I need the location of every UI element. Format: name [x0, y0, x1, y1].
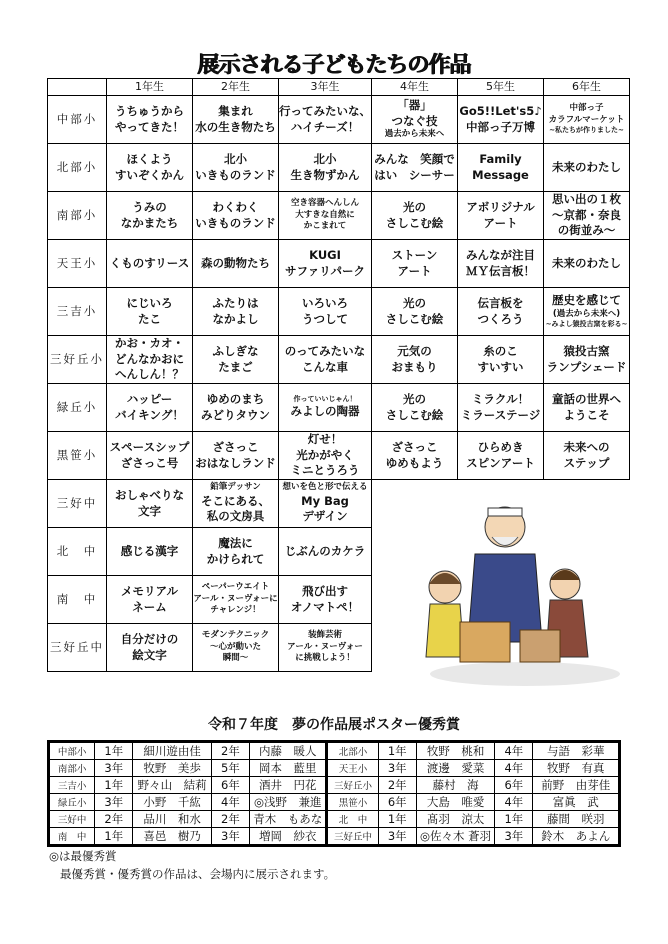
artwork-title-line: おしゃべりな	[115, 487, 184, 502]
grade-header-5: 5年生	[458, 79, 544, 96]
school-name: 三吉小	[48, 288, 107, 336]
artwork-title-cell	[279, 432, 372, 480]
award-grade: 3年	[378, 760, 416, 777]
artwork-title-cell	[279, 480, 372, 528]
artwork-title-line: いきものランド	[195, 167, 276, 182]
artwork-title-line: 森の動物たち	[201, 255, 270, 270]
artwork-title-line: スペースシップ	[109, 439, 190, 454]
artwork-title-cell	[193, 192, 279, 240]
artwork-title-cell	[107, 192, 193, 240]
table-row	[48, 192, 630, 240]
artwork-title-line: 過去から未来へ	[384, 129, 445, 140]
artwork-title-line: いろいろ	[302, 295, 348, 310]
table-row	[48, 336, 630, 384]
artwork-title-line: 絵文字	[132, 647, 167, 662]
artwork-title-line: アート	[397, 263, 432, 278]
award-student-name: 髙羽 涼太	[416, 811, 494, 828]
artwork-title-line: ゆめのまち	[206, 391, 265, 406]
award-student-name: 品川 和水	[133, 811, 211, 828]
artwork-title-cell	[107, 480, 193, 528]
award-row	[49, 760, 620, 777]
artwork-title-line: 集まれ	[218, 103, 253, 118]
artwork-title-cell	[279, 528, 372, 576]
artwork-title-line: みよしの陶器	[290, 404, 360, 419]
artwork-title-cell	[458, 432, 544, 480]
artwork-title-line: うつして	[302, 311, 348, 326]
artwork-title-cell	[193, 480, 279, 528]
artwork-title-line: ざさっこ	[212, 439, 259, 454]
artwork-title-line: つなぐ技	[391, 113, 438, 128]
corner-cell	[48, 79, 107, 96]
award-school: 天王小	[327, 760, 378, 777]
award-row	[49, 742, 620, 760]
award-student-name: 牧野 桃和	[416, 742, 494, 760]
award-student-name: ◎浅野 兼進	[250, 794, 327, 811]
page-title: 展示される子どもたちの作品	[197, 53, 471, 78]
award-student-name: 小野 千紘	[133, 794, 211, 811]
artwork-title-line: たまご	[218, 359, 253, 374]
artwork-title-cell	[193, 144, 279, 192]
artwork-title-line: Go5!!Let's5♪	[459, 103, 542, 118]
artwork-title-cell	[279, 96, 372, 144]
award-student-name: 富眞 武	[533, 794, 620, 811]
artwork-title-line: 光の	[403, 295, 426, 310]
award-grade: 3年	[495, 828, 533, 846]
artwork-title-line: バイキング！	[115, 407, 184, 422]
artwork-title-line: ふしぎな	[212, 343, 259, 358]
artwork-title-line: 灯せ！	[307, 432, 343, 447]
artwork-title-cell	[279, 192, 372, 240]
award-student-name: 野々山 結莉	[133, 777, 211, 794]
artwork-title-line: ほくよう	[126, 151, 173, 166]
artwork-title-line: 光の	[403, 391, 426, 406]
artwork-title-line: ステップ	[563, 455, 610, 470]
artwork-title-cell	[193, 624, 279, 672]
artwork-title-line: 中部っ子万博	[466, 119, 535, 134]
artwork-title-cell	[544, 432, 630, 480]
award-student-name: 鈴木 あよん	[533, 828, 620, 846]
artwork-title-line: 光の	[403, 199, 426, 214]
artwork-title-line: のってみたいな	[284, 343, 366, 358]
award-student-name: 藤村 海	[416, 777, 494, 794]
artwork-title-cell	[107, 96, 193, 144]
artwork-title-line: 空き容器へんしん	[290, 198, 359, 209]
artwork-title-line: 文字	[138, 503, 161, 518]
artwork-title-line: すいすい	[477, 359, 524, 374]
table-row	[48, 384, 630, 432]
artwork-title-cell	[107, 576, 193, 624]
artwork-title-line: 感じる漢字	[120, 543, 179, 558]
award-grade: 3年	[211, 828, 249, 846]
artwork-title-line: ネーム	[132, 599, 167, 614]
artwork-title-line: 元気の	[397, 343, 432, 358]
artwork-title-line: (過去から未来へ)	[552, 308, 621, 319]
artwork-title-line: 想いを色と形で伝える	[282, 482, 368, 493]
artwork-title-line: 猿投古窯	[563, 343, 610, 358]
artwork-title-cell	[279, 288, 372, 336]
award-student-name: 内藤 暖人	[250, 742, 327, 760]
artwork-title-line: ざさっこ号	[120, 455, 179, 470]
artwork-title-line: さしこむ絵	[385, 407, 444, 422]
artwork-title-line: ランプシェード	[546, 359, 627, 374]
artwork-title-line: 童話の世界へ	[552, 391, 621, 406]
award-student-name: 細川遊由佳	[133, 742, 211, 760]
artwork-title-line: にじいろ	[126, 295, 173, 310]
artwork-title-line: さしこむ絵	[385, 311, 444, 326]
award-school: 三好中	[49, 811, 95, 828]
grade-header-4: 4年生	[372, 79, 458, 96]
artwork-title-cell	[372, 240, 458, 288]
craftsman-children-illustration	[400, 492, 622, 688]
artwork-title-line: うちゅうから	[115, 103, 184, 118]
award-grade: 2年	[211, 742, 249, 760]
artwork-title-line: かこまれて	[303, 221, 347, 232]
artwork-title-cell	[193, 528, 279, 576]
award-grade: 4年	[495, 760, 533, 777]
school-name: 南 中	[48, 576, 107, 624]
artwork-title-line: 糸のこ	[483, 343, 518, 358]
award-student-name: 藤間 咲羽	[533, 811, 620, 828]
artwork-title-line: みんなが注目	[466, 247, 535, 262]
artwork-title-cell	[458, 288, 544, 336]
award-student-name: 牧野 美歩	[133, 760, 211, 777]
award-row	[49, 777, 620, 794]
award-school: 中部小	[49, 742, 95, 760]
artwork-title-cell	[372, 144, 458, 192]
artwork-title-cell	[458, 144, 544, 192]
award-legend: ◎は最優秀賞	[49, 849, 117, 863]
artwork-title-cell	[372, 384, 458, 432]
artwork-title-line: ミニとうろう	[290, 463, 360, 478]
artwork-title-cell	[458, 192, 544, 240]
artwork-title-line: ~みよし猿投古窯を彩る~	[545, 320, 628, 329]
artwork-title-cell	[107, 336, 193, 384]
artwork-title-line: やってきた！	[115, 119, 184, 134]
award-grade: 1年	[495, 811, 533, 828]
award-grade: 3年	[95, 760, 133, 777]
artwork-title-line: 未来のわたし	[552, 159, 621, 174]
artwork-title-line: スピンアート	[466, 455, 535, 470]
award-grade: 1年	[95, 742, 133, 760]
grade-header-1: 1年生	[107, 79, 193, 96]
artwork-title-line: カラフルマーケット	[548, 114, 625, 125]
award-student-name: 与語 彩華	[533, 742, 620, 760]
artwork-title-line: かお・カオ・	[115, 336, 184, 351]
artwork-title-line: ハッピー	[126, 391, 173, 406]
artwork-title-line: ひらめき	[477, 439, 524, 454]
artwork-title-line: 北小	[313, 151, 337, 166]
artwork-title-cell	[279, 336, 372, 384]
artwork-title-line: かけられて	[206, 551, 265, 566]
award-grade: 6年	[378, 794, 416, 811]
artwork-title-line: つくろう	[477, 311, 524, 326]
artwork-title-cell	[107, 240, 193, 288]
school-name: 南部小	[48, 192, 107, 240]
award-row	[49, 794, 620, 811]
artwork-title-cell	[193, 384, 279, 432]
artwork-title-line: なかよし	[212, 311, 259, 326]
table-row	[48, 432, 630, 480]
artwork-title-line: うみの	[132, 199, 167, 214]
school-name: 天王小	[48, 240, 107, 288]
artwork-title-line: チャレンジ！	[210, 605, 261, 616]
artwork-title-line: オノマトペ！	[290, 599, 360, 614]
artwork-title-line: 生き物ずかん	[290, 167, 360, 182]
artwork-title-line: ～心が動いた	[209, 641, 261, 652]
award-grade: 1年	[95, 777, 133, 794]
award-student-name: 渡邊 愛菜	[416, 760, 494, 777]
artwork-title-line: ゆめもよう	[385, 455, 444, 470]
award-grade: 5年	[211, 760, 249, 777]
artwork-title-line: 魔法に	[218, 535, 253, 550]
artwork-title-line: 作っていいじゃん！	[293, 395, 357, 404]
artwork-title-line: なかまたち	[120, 215, 179, 230]
artwork-title-line: 大すきな自然に	[295, 209, 355, 220]
artwork-title-line: メモリアル	[120, 583, 179, 598]
artwork-title-line: こんな車	[302, 359, 348, 374]
artwork-title-line: ～京都・奈良	[552, 207, 621, 222]
award-student-name: 大島 唯愛	[416, 794, 494, 811]
award-school: 北部小	[327, 742, 378, 760]
artwork-title-cell	[107, 528, 193, 576]
artwork-title-line: はい シーサー	[374, 167, 455, 182]
award-school: 三吉小	[49, 777, 95, 794]
artwork-title-cell	[107, 144, 193, 192]
artwork-title-line: 中部っ子	[569, 103, 604, 114]
artwork-title-line: 北小	[224, 151, 247, 166]
artwork-title-cell	[372, 336, 458, 384]
artwork-title-cell	[279, 624, 372, 672]
artwork-title-cell	[544, 96, 630, 144]
artwork-title-cell	[193, 96, 279, 144]
artwork-title-line: アボリジナル	[466, 199, 535, 214]
award-student-name: 喜邑 樹乃	[133, 828, 211, 846]
artwork-title-cell	[279, 144, 372, 192]
artwork-title-cell	[107, 432, 193, 480]
artwork-title-line: おはなしランド	[195, 455, 276, 470]
artwork-title-line: わくわく	[212, 199, 259, 214]
school-name: 黒笹小	[48, 432, 107, 480]
award-student-name: ◎佐々木 蒼羽	[416, 828, 494, 846]
artwork-title-cell	[372, 432, 458, 480]
award-grade: 2年	[211, 811, 249, 828]
artwork-title-cell	[458, 384, 544, 432]
artwork-title-line: 装飾芸術	[307, 630, 342, 641]
artwork-title-line: アール・ヌーヴォー	[287, 641, 363, 652]
artwork-title-cell	[372, 96, 458, 144]
school-name: 三好丘中	[48, 624, 107, 672]
artwork-title-line: ストーン	[391, 247, 438, 262]
award-school: 黒笹小	[327, 794, 378, 811]
artwork-title-cell	[107, 624, 193, 672]
artwork-title-line: ざさっこ	[391, 439, 438, 454]
award-grade: 4年	[211, 794, 249, 811]
table-row	[48, 96, 630, 144]
school-name: 中部小	[48, 96, 107, 144]
award-grade: 1年	[95, 828, 133, 846]
award-grade: 4年	[495, 742, 533, 760]
artwork-title-line: に挑戦しよう！	[295, 653, 355, 664]
artwork-title-cell	[107, 384, 193, 432]
award-school: 北 中	[327, 811, 378, 828]
artwork-title-cell	[544, 384, 630, 432]
artwork-title-line: アート	[483, 215, 518, 230]
award-row	[49, 828, 620, 846]
artwork-title-cell	[544, 144, 630, 192]
artwork-title-line: 「器」	[397, 98, 432, 113]
award-grade: 2年	[95, 811, 133, 828]
table-row	[48, 288, 630, 336]
award-note: 最優秀賞・優秀賞の作品は、会場内に展示されます。	[60, 867, 336, 881]
artwork-title-line: 瞬間～	[222, 653, 249, 664]
award-grade: 4年	[495, 794, 533, 811]
award-student-name: 前野 由芽佳	[533, 777, 620, 794]
artwork-title-line: 歴史を感じて	[552, 293, 621, 308]
artwork-title-line: モダンテクニック	[201, 630, 270, 641]
artwork-title-cell	[279, 240, 372, 288]
artwork-title-cell	[544, 336, 630, 384]
artwork-title-line: 行ってみたいな、	[279, 103, 371, 118]
award-row	[49, 811, 620, 828]
artwork-title-line: My Bag	[301, 493, 349, 508]
artwork-title-line: たこ	[138, 311, 161, 326]
artwork-title-line: 水の生き物たち	[195, 119, 276, 134]
school-name: 北部小	[48, 144, 107, 192]
artwork-title-cell	[458, 240, 544, 288]
award-student-name: 岡本 藍里	[250, 760, 327, 777]
artwork-title-cell	[107, 288, 193, 336]
artwork-title-line: ペーパーウエイト	[201, 582, 270, 593]
artwork-title-line: ハイチーズ！	[290, 119, 360, 134]
school-name: 北 中	[48, 528, 107, 576]
artwork-title-line: ようこそ	[563, 407, 610, 422]
award-school: 緑丘小	[49, 794, 95, 811]
artwork-title-cell	[458, 96, 544, 144]
award-grade: 3年	[378, 828, 416, 846]
grade-header-3: 3年生	[279, 79, 372, 96]
artwork-title-line: 未来への	[563, 439, 610, 454]
artwork-title-line: 未来のわたし	[552, 255, 621, 270]
artwork-title-line: の街並み～	[557, 223, 616, 238]
table-row	[48, 144, 630, 192]
artwork-title-cell	[372, 288, 458, 336]
award-grade: 6年	[211, 777, 249, 794]
artwork-title-line: ふたりは	[212, 295, 259, 310]
artwork-title-cell	[544, 192, 630, 240]
artwork-title-line: どんなかおに	[115, 351, 184, 366]
artwork-title-cell	[544, 288, 630, 336]
artwork-title-line: じぶんのカケラ	[284, 543, 366, 558]
artwork-title-line: おまもり	[391, 359, 438, 374]
artwork-title-line: くものすリース	[109, 255, 190, 270]
grade-header-row	[48, 79, 630, 96]
artwork-title-line: さしこむ絵	[385, 215, 444, 230]
artwork-title-line: KUGI	[309, 247, 341, 262]
artwork-title-cell	[193, 432, 279, 480]
artwork-title-line: へんしん！？	[115, 367, 184, 382]
artwork-title-line: デザイン	[302, 509, 348, 524]
artwork-title-cell	[193, 240, 279, 288]
artwork-title-line: みんな 笑顔で	[374, 151, 455, 166]
artwork-title-line: 自分だけの	[120, 631, 179, 646]
artwork-title-line: いきものランド	[195, 215, 276, 230]
artwork-title-line: 伝言板を	[477, 295, 524, 310]
artwork-title-line: 思い出の１枚	[552, 192, 621, 207]
school-name: 三好丘小	[48, 336, 107, 384]
award-grade: 1年	[378, 811, 416, 828]
artwork-title-cell	[193, 336, 279, 384]
award-student-name: 牧野 有真	[533, 760, 620, 777]
artwork-title-line: すいぞくかん	[115, 167, 184, 182]
award-student-name: 増岡 紗衣	[250, 828, 327, 846]
artwork-title-line: サファリパーク	[285, 263, 365, 278]
artwork-title-line: ミラーステージ	[460, 407, 541, 422]
artwork-title-line: みどりタウン	[201, 407, 270, 422]
artwork-title-line: アール・ヌーヴォーに	[193, 593, 278, 604]
award-school: 南部小	[49, 760, 95, 777]
artwork-title-line: そこにある、	[201, 493, 270, 508]
award-grade: 1年	[378, 742, 416, 760]
artwork-title-cell	[193, 576, 279, 624]
artwork-title-line: 光かがやく	[296, 447, 354, 462]
award-grade: 6年	[495, 777, 533, 794]
award-student-name: 青木 もあな	[250, 811, 327, 828]
artwork-title-cell	[193, 288, 279, 336]
school-name: 三好中	[48, 480, 107, 528]
award-school: 三好丘小	[327, 777, 378, 794]
artwork-title-line: ミラクル！	[471, 391, 530, 406]
table-row	[48, 240, 630, 288]
artwork-title-line: 鉛筆デッサン	[210, 482, 261, 493]
award-grade: 3年	[95, 794, 133, 811]
award-student-name: 酒井 円花	[250, 777, 327, 794]
artwork-title-line: 飛び出す	[302, 583, 348, 598]
artwork-title-cell	[279, 576, 372, 624]
award-school: 南 中	[49, 828, 95, 846]
artwork-title-cell	[458, 336, 544, 384]
award-school: 三好丘中	[327, 828, 378, 846]
artwork-title-line: ＭＹ伝言板！	[466, 263, 535, 278]
grade-header-6: 6年生	[544, 79, 630, 96]
school-name: 緑丘小	[48, 384, 107, 432]
awards-title: 令和７年度 夢の作品展ポスター優秀賞	[208, 717, 460, 733]
artwork-title-cell	[372, 192, 458, 240]
award-grade: 2年	[378, 777, 416, 794]
artwork-title-line: ~私たちが作りました~	[549, 126, 624, 135]
artwork-title-cell	[279, 384, 372, 432]
artwork-title-line: 私の文房具	[206, 509, 265, 524]
awards-table	[47, 740, 621, 847]
artwork-title-line: Message	[472, 167, 529, 182]
artwork-title-line: Family	[479, 151, 522, 166]
artwork-title-cell	[544, 240, 630, 288]
grade-header-2: 2年生	[193, 79, 279, 96]
